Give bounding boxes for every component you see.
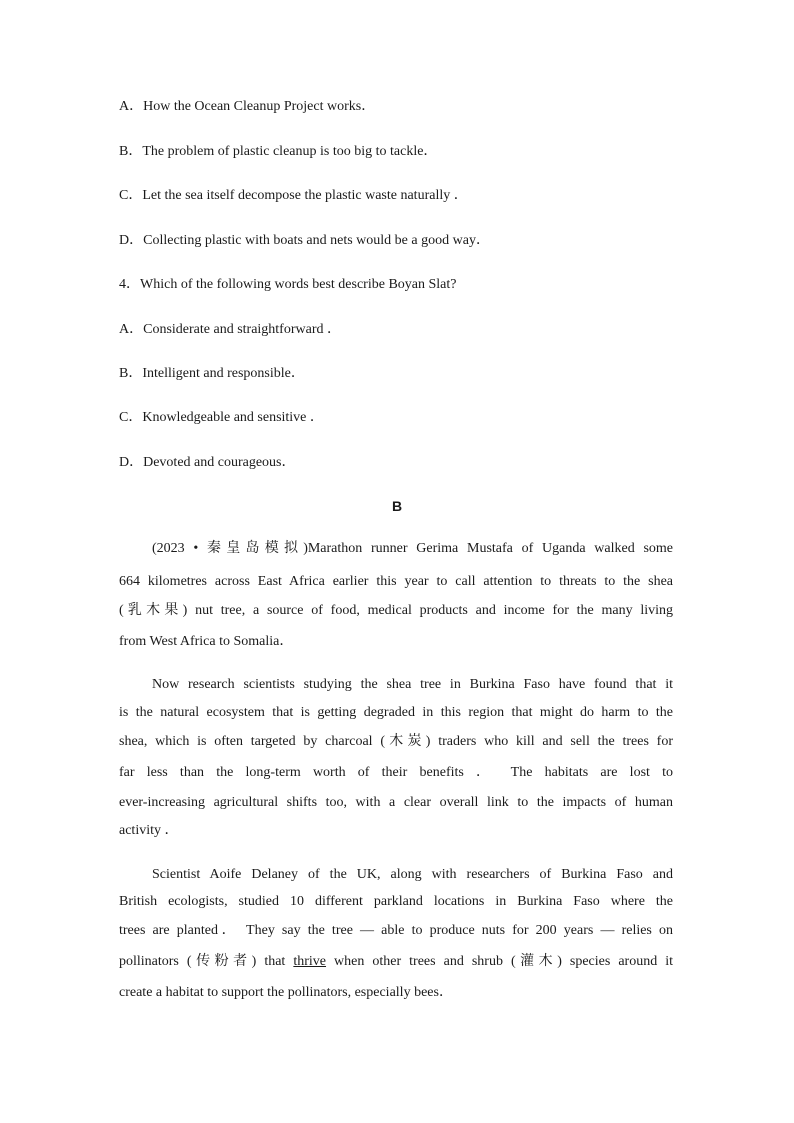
paragraph-line xyxy=(119,952,673,983)
paragraph-line: (乳木果) nut tree, a source of food, medical products and income for the many living xyxy=(119,603,673,618)
paragraph-3 xyxy=(119,865,673,1003)
q4-option-b: B．Intelligent and responsible． xyxy=(119,366,305,381)
question-4: 4．Which of the following words best describe Boyan Slat? xyxy=(119,277,457,292)
paragraph-line: far less than the long-term worth of their benefits ． The habitats are lost to xyxy=(119,765,673,780)
q4-option-d: D．Devoted and courageous． xyxy=(119,455,296,470)
paragraph-line: ever-increasing agricultural shifts too, with a clear overall link to the impacts of human xyxy=(119,795,673,810)
q4-option-c: C．Knowledgeable and sensitive ． xyxy=(119,410,324,425)
paragraph-2 xyxy=(119,675,673,841)
q4-option-a: A．Considerate and straightforward ． xyxy=(119,322,341,337)
paragraph-line: is the natural ecosystem that is getting degraded in this region that might do harm to the xyxy=(119,705,673,720)
paragraph-line: 664 kilometres across East Africa earlier this year to call attention to threats to the shea xyxy=(119,574,673,589)
paragraph-line: from West Africa to Somalia． xyxy=(119,634,294,649)
paragraph-line: British ecologists, studied 10 different parkland locations in Burkina Faso where the xyxy=(119,894,673,909)
paragraph-line: Now research scientists studying the shea tree in Burkina Faso have found that it xyxy=(152,677,673,692)
text-run: pollinators (传粉者) that xyxy=(119,954,294,969)
paragraph-line: activity ． xyxy=(119,823,179,838)
section-heading: B xyxy=(391,498,403,514)
underlined-word: thrive xyxy=(293,954,327,969)
paragraph-line: shea, which is often targeted by charcoal (木炭) traders who kill and sell the trees for xyxy=(119,734,673,749)
q3-option-c: C．Let the sea itself decompose the plastic waste naturally ． xyxy=(119,188,468,203)
paragraph-line: (2023 • 秦皇岛模拟)Marathon runner Gerima Mustafa of Uganda walked some xyxy=(152,541,673,556)
q3-option-d: D．Collecting plastic with boats and nets would be a good way． xyxy=(119,233,490,248)
paragraph-line: create a habitat to support the pollinators, especially bees． xyxy=(119,985,453,1000)
paragraph-line: trees are planted． They say the tree — able to produce nuts for 200 years — relies on xyxy=(119,923,673,938)
q3-option-b: B．The problem of plastic cleanup is too big to tackle． xyxy=(119,144,438,159)
text-run: when other trees and shrub (灌木) species around it xyxy=(326,954,674,969)
paragraph-1 xyxy=(119,539,673,652)
paragraph-line: Scientist Aoife Delaney of the UK, along with researchers of Burkina Faso and xyxy=(152,867,673,882)
q3-option-a: A．How the Ocean Cleanup Project works． xyxy=(119,99,376,114)
